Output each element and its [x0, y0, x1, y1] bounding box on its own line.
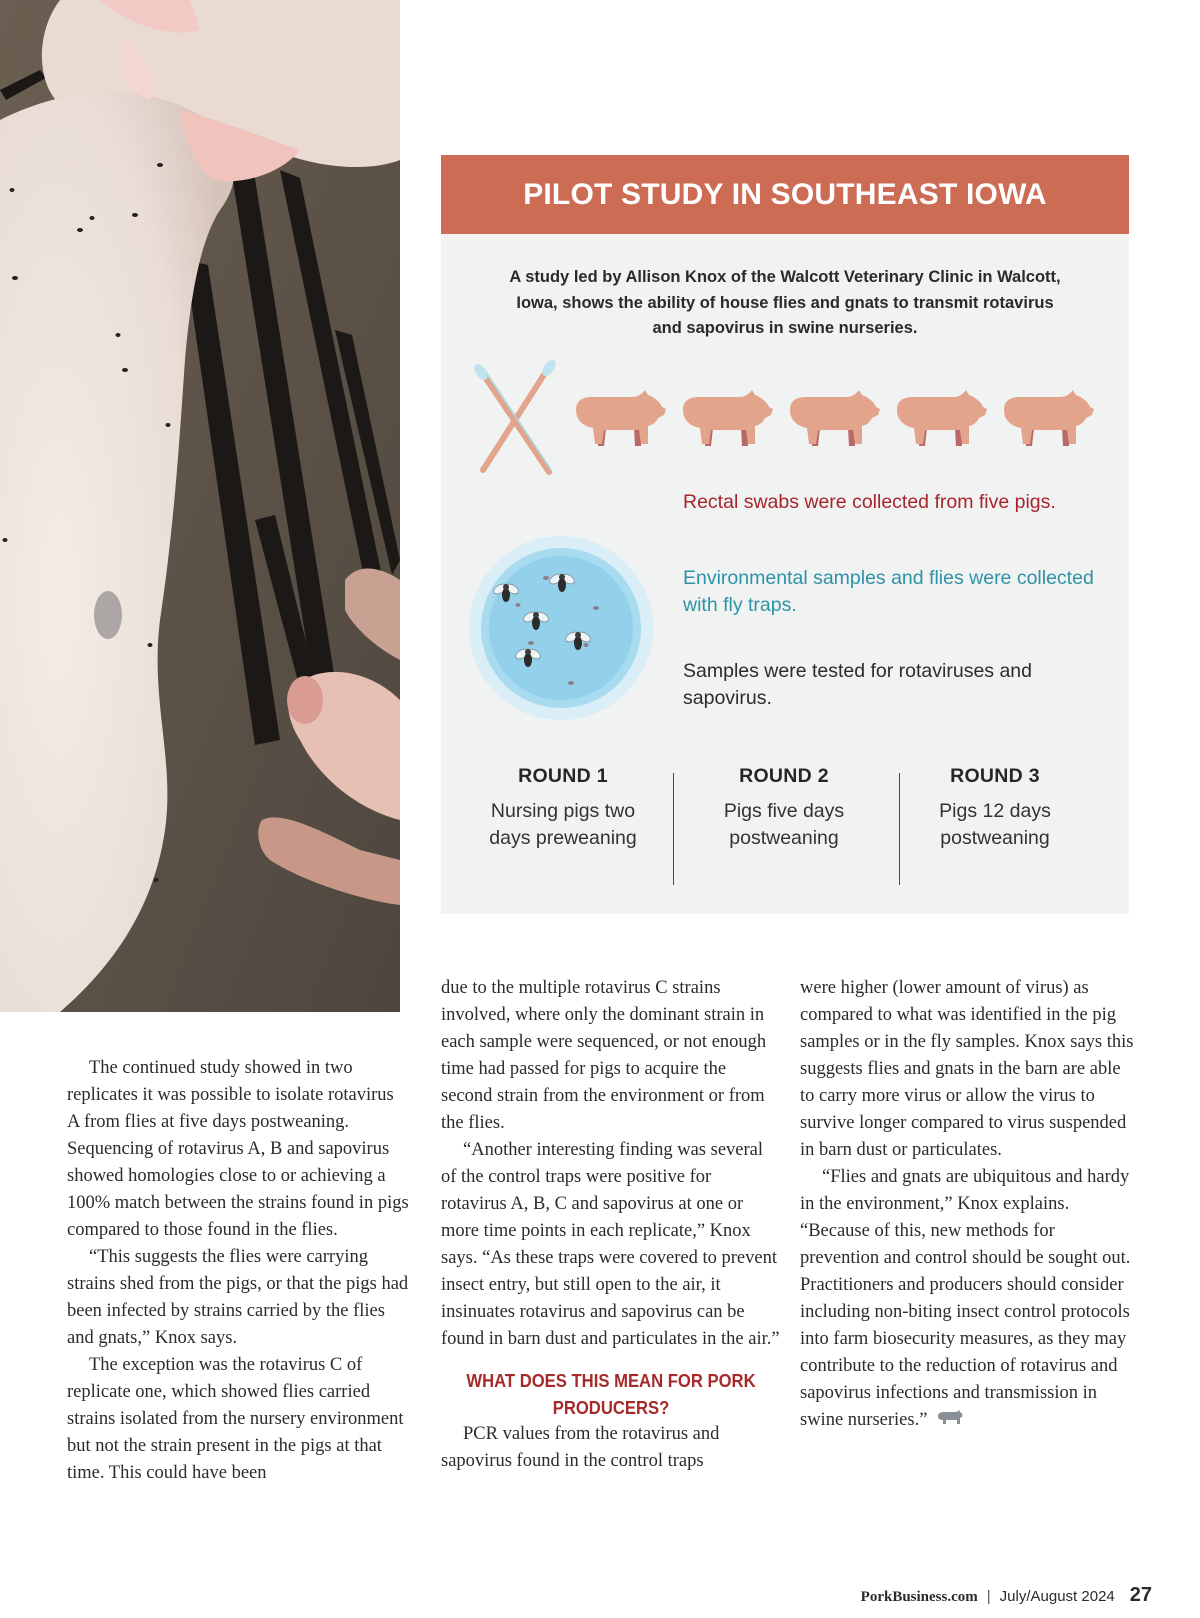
footer-date: July/August 2024 [999, 1588, 1115, 1605]
article-column-3 [800, 975, 1135, 1434]
page-number: 27 [1129, 1584, 1152, 1606]
paragraph: due to the multiple rotavirus C strains involved, where only the dominant strain in each sample were sequenced, or not enough time had passed for pigs to acquire the second strain from the environment or from the flies. [441, 978, 767, 1133]
paragraph: were higher (lower amount of virus) as compared to what was identified in the pig samples or in the fly samples. Knox says this suggests flies and gnats in the barn are able to carry more virus or allow the virus to survive longer compared to virus suspended in barn dust or particulates. [800, 978, 1134, 1160]
crossed-swabs-icon [471, 360, 561, 480]
round-1 [463, 765, 663, 852]
paragraph: PCR values from the rotavirus and sapovirus found in the control traps [441, 1424, 720, 1471]
trap-step-label: Environmental samples and flies were collected with fly traps. [683, 567, 1094, 616]
round-desc: Pigs 12 days postweaning [939, 800, 1051, 849]
round-title: ROUND 2 [739, 765, 829, 787]
rounds-row [441, 765, 1129, 885]
section-subhead: WHAT DOES THIS MEAN FOR PORK PRODUCERS? [466, 1370, 756, 1418]
article-column-2 [441, 975, 781, 1475]
round-3 [895, 765, 1095, 852]
infographic-title: PILOT STUDY IN SOUTHEAST IOWA [441, 155, 1129, 234]
round-title: ROUND 1 [518, 765, 608, 787]
round-desc: Pigs five days postweaning [723, 800, 845, 849]
petri-dish-flies-icon [466, 533, 656, 723]
paragraph [800, 1164, 1135, 1434]
paragraph: “Another interesting finding was several of the control traps were positive for rotavirus A, B, C and sapovirus at one or more time points in each replicate,” Knox says. “As these traps were covered to prevent insect entry, but still open to the air, it insinuates rotavirus and sapovirus can be found in barn dust and particulates in the air.” [441, 1140, 780, 1349]
pig-icon [675, 388, 775, 448]
swab-step-label: Rectal swabs were collected from five pigs. [683, 491, 1056, 513]
pig-icon [889, 388, 989, 448]
footer-separator: | [986, 1588, 991, 1605]
round-2 [684, 765, 884, 852]
pig-icon [568, 388, 668, 448]
article-column-1 [67, 1055, 409, 1487]
test-step-label: Samples were tested for rotaviruses and sapovirus. [683, 660, 1033, 709]
paragraph: The continued study showed in two replicates it was possible to isolate rotavirus A from flies at five days postweaning. Sequencing of rotavirus A, B and sapovirus showed homologies close to or achieving a 100% match between the strains found in pigs compared to those found in the flies. [67, 1058, 409, 1240]
round-title: ROUND 3 [950, 765, 1040, 787]
infographic-intro: A study led by Allison Knox of the Walcott Veterinary Clinic in Walcott, Iowa, shows the ability of house flies and gnats to transmit rotavirus and sapovirus in swine nurseries. [509, 268, 1061, 337]
pig-photo [0, 0, 400, 1012]
paragraph: The exception was the rotavirus C of replicate one, which showed flies carried strains isolated from the nursery environment but not the strain present in the pigs at that time. This could have been [67, 1355, 404, 1483]
pig-end-mark-icon [935, 1410, 963, 1428]
pig-icon [782, 388, 882, 448]
pig-icon [996, 388, 1096, 448]
footer-site: PorkBusiness.com [860, 1589, 978, 1605]
round-divider [673, 773, 674, 885]
infographic-panel [441, 155, 1129, 914]
paragraph-text: “Flies and gnats are ubiquitous and hardy in the environment,” Knox explains. “Because of this, new methods for prevention and control should be sought out. Practitioners and producers should consider including non-biting insect control protocols into farm biosecurity measures, as they may contribute to the reduction of rotavirus and sapovirus infections and transmission in swine nurseries.” [800, 1167, 1131, 1430]
paragraph: “This suggests the flies were carrying strains shed from the pigs, or that the pigs had been infected by strains carried by the flies and gnats,” Knox says. [67, 1247, 409, 1348]
page-footer [861, 1584, 1152, 1607]
round-desc: Nursing pigs two days preweaning [489, 800, 637, 849]
